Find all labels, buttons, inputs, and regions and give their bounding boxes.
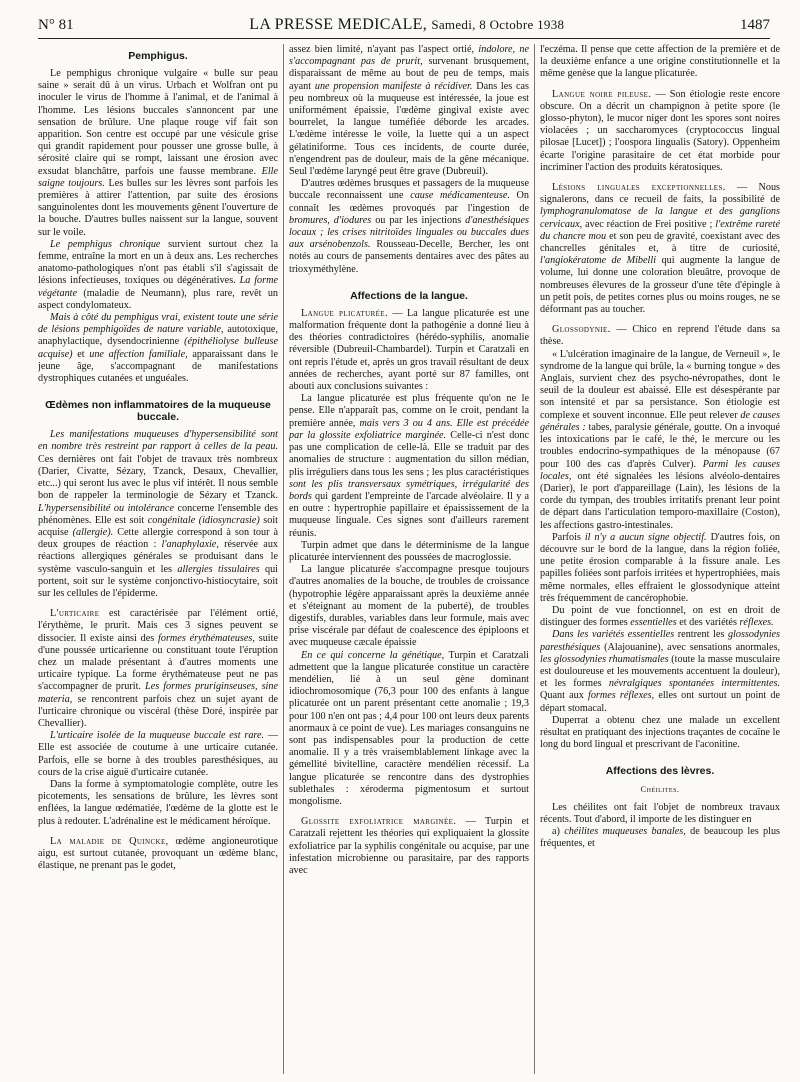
section-heading-pemphigus: Pemphigus. [128, 50, 188, 62]
paragraph: La langue plicaturée s'accompagne presque toujours d'autres anomalies de la bouche, de troubles de croissance (hypotrophie légère apparaissant après la deuxième année et s'éteignant au moment de la puberté), de troubles digestifs, durables, variables dans leur formule, mais avec prise viscérale par défaut de coalescence des épiploons et avec muqueuse cæcale épaissie [289, 564, 529, 649]
paragraph: En ce qui concerne la génétique, Turpin et Caratzali admettent que la langue plicaturée constitue un caractère mendélien, lié à un seul gène dominant idiochromosomique (76,3 pour 100 des enfants à langue plicaturée ont un parent présentant cette anomalie ; 19,3 pour 100 n'en ont pas ; 4,4 pour 100 ont leurs deux parents anormaux à ce point de vue). Les mariages consanguins ne sont pas indispensables pour la production de cette anomalie. Il y a très vraisemblablement linkage avec la gémellité bivitelline, caractère mendélien récessif. La langue plicaturée se rencontre dans des dystrophies sublethales : xéroderma pigmentosum et surtout mongolisme. [289, 649, 529, 807]
paragraph: Le pemphigus chronique survient surtout chez la femme, entraîne la mort en un à deux ans. Les recherches anatomo-pathologiques n'ont pas établi s'il s'agissait de lésions infectieuses, toxiques ou dégénératives. La forme végétante (maladie de Neumann), plus rare, revêt un aspect condylomateux. [38, 238, 278, 311]
paragraph: Turpin admet que dans le déterminisme de la langue plicaturée interviennent des poussées de macroglossie. [289, 539, 529, 563]
paragraph: Les manifestations muqueuses d'hypersensibilité sont en nombre très restreint par rapport à celles de la peau. Ces dernières ont fait l'objet de travaux très nombreux (Darier, Civatte, Sézary, Tzanck, Desaux, Chevallier, etc...) qui seront lus avec le plus vif intérêt. Il nous semble bon de rappeler la terminologie de Sézary et Tzanck. L'hypersensibilité ou intolérance concerne l'ensemble des phénomènes. Elle est soit congénitale (idiosyncrasie) soit acquise (allergie). Cette allergie correspond à son tour à deux groupes de réaction : l'anaphylaxie, réservée aux réactions allergiques générales se produisant dans le système vasculo-sanguin et les allergies tissulaires qui portent, soit sur le système conjonctivo-histiocytaire, soit sur les cellules de l'épiderme. [38, 429, 278, 599]
journal-name: LA PRESSE MEDICALE, [249, 16, 428, 33]
issue-number: N° 81 [38, 17, 74, 33]
section-heading-langue: Affections de la langue. [350, 289, 468, 302]
paragraph: Duperrat a obtenu chez une malade un excellent résultat en pratiquant des injections traçantes de cocaïne le long du bord lingual et prescrivant de l'aconitine. [540, 714, 780, 751]
section-heading-oedemes: Œdèmes non inflammatoires de la muqueuse buccale. [45, 399, 271, 424]
issue-date: Samedi, 8 Octobre 1938 [431, 17, 565, 32]
column-1 [38, 44, 278, 1076]
paragraph: Le pemphigus chronique vulgaire « bulle sur peau saine » serait dû à un virus. Urbach et Wolfran ont pu inoculer le virus de l'homme à l'animal, et de l'animal à l'homme. Les lésions buccales s'annoncent par une sensation de brûlure. Une plaque rouge vif fait son apparition. Son centre est occupé par une vésicule grise qui grandit rapidement pour pousser une grosse bulle, à sérosité claire qui se rompt, laissant une érosion avec exsudat blanchâtre, parfois une fausse membrane. Elle saigne toujours. Les bulles sur les lèvres sont parfois les premières à attirer l'attention, par suite des érosions sanguinolentes dont les mouvements gênent l'ouverture de la bouche. D'autres bulles naissent sur la langue, souvent sur le voile. [38, 68, 278, 238]
paragraph: Parfois il n'y a aucun signe objectif. D'autres fois, on découvre sur le bord de la langue, dans la région foliée, une petite érosion comparable à la fissure anale. Les papilles foliées sont parfois irritées et hypertrophiées, mais même normales, elles effraient le glossodynique atteint très fréquemment de cancérophobie. [540, 531, 780, 604]
paragraph: La langue plicaturée est plus fréquente qu'on ne le pense. Elle n'apparaît pas, comme on le croit, pendant la première année, mais vers 3 ou 4 ans. Elle est précédée par la glossite exfoliatrice marginée. Celle-ci n'est donc pas une complication de celle-là. Elle se traduit par des anomalies de structure : augmentation du sillon médian, plis irréguliers dans tous les sens ; les plus caractéristiques sont les plis transversaux symétriques, irrégularité des bords qui gardent l'empreinte de l'arcade alvéolaire. Il y a en outre : hypertrophie papillaire et épaississement de la muqueuse linguale. Ces signes sont d'ailleurs rarement réunis. [289, 393, 529, 539]
column-2 [289, 44, 529, 1076]
paragraph: Langue noire pileuse. — Son étiologie reste encore obscure. On a décrit un champignon à petite spore (le glosso-phyton), le mucor niger dont les spores sont noires violacées ; un saccharomyces (cryptococcus lingual pilosae [Lucet]) ; l'oospora lingualis (Satory). Oppenheim écarte l'origine parasitaire de cet état morbide pour incriminer l'action des produits kératosiques. [540, 88, 780, 173]
paragraph: La maladie de Quincke, œdème angioneurotique aigu, est surtout cutanée, provoquant un œdème blanc, élastique, ne prenant pas le godet, [38, 835, 278, 872]
paragraph: Du point de vue fonctionnel, on est en droit de distinguer des formes essentielles et des variétés réflexes. [540, 604, 780, 629]
column-3 [540, 44, 780, 1076]
paragraph: Langue plicaturée. — La langue plicaturée est une malformation fréquente dont la pathogénie a donné lieu à des théories contradictoires (hérédo-syphilis, anomalie réversible (Dubreuil-Chambardel). Turpin et Caratzali en ont repris l'étude et, après un gros travail résultant de deux années de recherches, ayant porté sur 87 familles, ont abouti aux conclusions suivantes : [289, 307, 529, 393]
paragraph: Mais à côté du pemphigus vrai, existent toute une série de lésions pemphigoïdes de nature variable, autotoxique, anaphylactique, dysendocrinienne (épithéliolyse bulleuse acquise) et une affection familiale, apparaissant dans le jeune âge, s'accompagnant de manifestations dystrophiques cutanées et unguéales. [38, 312, 278, 385]
text-columns [38, 44, 780, 1076]
paragraph: L'urticaire isolée de la muqueuse buccale est rare. — Elle est associée de coutume à une urticaire cutanée. Parfois, elle se borne à des troubles paresthésiques, au cours de la crise aiguë d'urticaire cutanée. [38, 730, 278, 778]
paragraph: Glossite exfoliatrice marginée. — Turpin et Caratzali rejettent les théories qui expliquaient la glossite exfoliatrice par la syphilis congénitale ou acquise, par une infestation microbienne ou parasitaire, par des rapports avec [289, 816, 529, 876]
paragraph: assez bien limité, n'ayant pas l'aspect ortié, indolore, ne s'accompagnant pas de prurit, survenant brusquement, disparaissant de même au bout de peu de temps, mais ayant une propension manifeste à récidiver. Dans les cas peu nombreux où la muqueuse est intéressée, la joue est uniformément épaissie, l'œdème gingival existe avec bourrelet, la langue tuméfiée déborde les arcades. L'œdème intéresse le voile, la luette qui a un aspect gélatiniforme. Tous ces incidents, de courte durée, n'engendrent pas de douleur, mais de la gêne mécanique. Seul l'œdème laryngé peut être grave (Dubreuil). [289, 44, 529, 178]
paragraph: a) chéilites muqueuses banales, de beaucoup les plus fréquentes, et [540, 825, 780, 850]
subsection-heading-cheilites: Chéilites. [640, 784, 680, 795]
paragraph: D'autres œdèmes brusques et passagers de la muqueuse buccale reconnaissent une cause médicamenteuse. On connaît les œdèmes provoqués par l'ingestion de bromures, d'iodures ou par les injections d'anesthésiques locaux ; les crises nitritoïdes linguales ou buccales dues aux arsénobenzols. Rousseau-Decelle, Bercher, les ont notés au cours de pansements dentaires avec des pâtes au trioxyméthylène. [289, 178, 529, 275]
journal-title [249, 16, 564, 34]
paragraph: Glossodynie. — Chico en reprend l'étude dans sa thèse. [540, 324, 780, 348]
page-header [38, 16, 770, 38]
page-number: 1487 [740, 17, 770, 33]
paragraph: « L'ulcération imaginaire de la langue, de Verneuil », le syndrome de la langue qui brûle, la « burning tongue » des Anglais, survient chez des psycho-névropathes, dont le seuil de la douleur est abaissé. Elle est désespérante par son intensité et par sa persistance. Son étiologie est complexe et souvent inconnue. Elle peut relever de causes générales : tabes, paralysie générale, goutte. On a invoqué les intoxications par le café, le thé, le mercure ou les troubles endocrino-sympathiques de la ménopause (67 pour 100 des cas d'après Culver). Parmi les causes locales, ont été signalées les lésions alvéolo-dentaires (Darier), le port d'appareillage (Lain), les lésions de la corde du tympan, des troubles irritatifs prenant leur point de départ dans l'articulation temporo-maxillaire (Coston), les affections gastro-intestinales. [540, 348, 780, 531]
section-heading-levres: Affections des lèvres. [605, 765, 715, 778]
paragraph: L'urticaire est caractérisée par l'élément ortié, l'érythème, le prurit. Mais ces 3 signes peuvent se dissocier. Il existe ainsi des formes érythémateuses, suite d'une poussée urticarienne ou constituant toute l'éruption chez un malade présentant à d'autres moments une urticaire typique. La forme érythémateuse peut ne pas s'accompagner de prurit. Les formes pruriginseuses, sine materia, se rencontrent parfois chez un sujet ayant de l'urticaire chronique ou viscéral (thèse Doré, inspirée par Chevallier). [38, 608, 278, 729]
paragraph: Dans les variétés essentielles rentrent les glossodynies paresthésiques (Alajouanine), avec sensations anormales, les glossodynies rhumatismales (toute la masse musculaire est douloureuse et les mouvements accentuent la douleur), et les formes névralgiques spontanées intermittentes. Quant aux formes réflexes, elles ont surtout un point de départ stomacal. [540, 629, 780, 714]
paragraph: Dans la forme à symptomatologie complète, outre les picotements, les sensations de brûlure, les lèvres sont enflées, la langue œdématiée, l'œdème de la glotte est le plus à redouter. L'adrénaline est le médicament héroïque. [38, 778, 278, 827]
paragraph: l'eczéma. Il pense que cette affection de la première et de la deuxième enfance a une origine constitutionnelle et la même genèse que la langue plicaturée. [540, 44, 780, 80]
paragraph: Les chéilites ont fait l'objet de nombreux travaux récents. Tout d'abord, il importe de les distinguer en [540, 801, 780, 825]
header-rule [38, 38, 770, 39]
paragraph: Lésions linguales exceptionnelles. — Nous signalerons, dans ce recueil de faits, la possibilité de lymphogranulomatose de la langue et des ganglions cervicaux, avec réaction de Frei positive ; l'extrême rareté du chancre mou et son peu de gravité, coexistant avec des chancrelles génitales et, à titre de curiosité, l'angiokératome de Mibelli qui augmente la langue de volume, lui donne une coloration bleuâtre, provoque de nombreuses élevures de la grosseur d'une tête d'épingle à un petit pois, de petites cornes plus ou moins rouges, ne se déformant pas au toucher. [540, 182, 780, 316]
